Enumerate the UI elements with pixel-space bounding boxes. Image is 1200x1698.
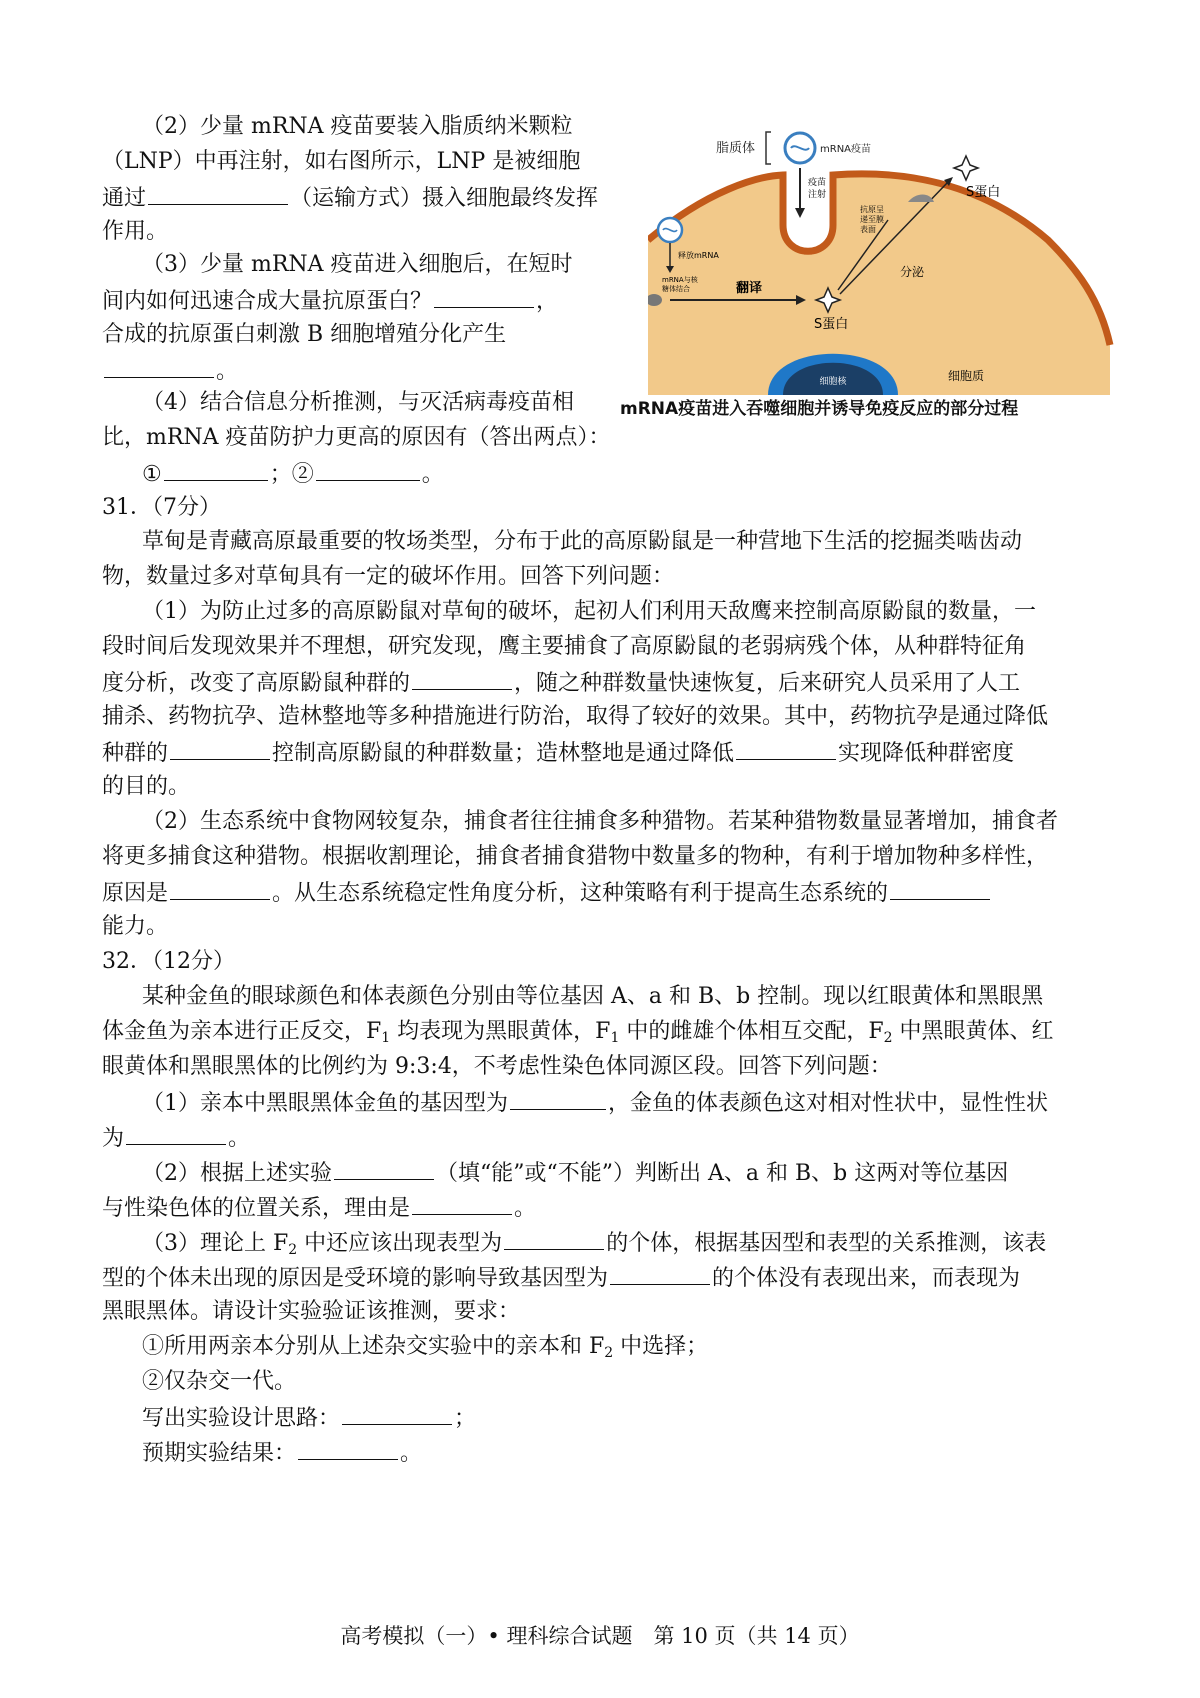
- release-label: 释放mRNA: [678, 251, 719, 260]
- q31-p2-4: 能力。: [102, 914, 169, 939]
- answer-blank[interactable]: [170, 737, 270, 760]
- text: ，金鱼的体表颜色这对相对性状中，显性性状: [608, 1091, 1049, 1116]
- text: 。: [421, 462, 444, 487]
- ribosome-label-1: mRNA与核: [662, 276, 698, 284]
- q32-head: 32．（12分）: [102, 949, 235, 974]
- text: 度分析，改变了高原鼢鼠种群的: [102, 671, 411, 696]
- injection-label-2: 注射: [808, 190, 827, 200]
- q32-expect: [142, 1437, 422, 1469]
- text: 型的个体未出现的原因是受环境的影响导致基因型为: [102, 1266, 609, 1291]
- text: ，: [536, 289, 559, 314]
- answer-blank[interactable]: [736, 737, 836, 760]
- answer-blank[interactable]: [412, 667, 512, 690]
- liposome-label: 脂质体: [716, 141, 756, 156]
- text: 的个体没有表现出来，而表现为: [712, 1266, 1021, 1291]
- q31-p2-3: [102, 877, 992, 909]
- text: ①: [142, 462, 162, 487]
- subscript: 1: [381, 1030, 391, 1046]
- antigen-label-2: 递至膜: [860, 215, 884, 224]
- injection-label-1: 疫苗: [808, 178, 827, 188]
- q31-p1-1: （1）为防止过多的高原鼢鼠对草甸的破坏，起初人们利用天敌鹰来控制高原鼢鼠的数量，一: [142, 599, 1037, 624]
- q32-p3-2: [102, 1262, 1020, 1294]
- translation-label: 翻译: [736, 281, 763, 296]
- text: 均表现为黑眼黄体，F: [390, 1019, 611, 1044]
- q30-p3-line3: 合成的抗原蛋白刺激 B 细胞增殖分化产生: [102, 322, 507, 347]
- q30-p2-line1: （2）少量 mRNA 疫苗要装入脂质纳米颗粒: [142, 114, 573, 139]
- text: （2）根据上述实验: [142, 1161, 332, 1186]
- mrna-vaccine-figure: [648, 130, 1120, 430]
- text: 中还应该出现表型为: [297, 1231, 503, 1256]
- q30-p4-line1: （4）结合信息分析推测，与灭活病毒疫苗相: [142, 390, 574, 415]
- text: 中选择；: [613, 1334, 709, 1359]
- q32-design: [142, 1402, 476, 1434]
- answer-blank[interactable]: [126, 1122, 226, 1145]
- q31-p1-2: 段时间后发现效果并不理想，研究发现，鹰主要捕食了高原鼢鼠的老弱病残个体，从种群特征角: [102, 634, 1027, 659]
- answer-blank[interactable]: [298, 1437, 398, 1460]
- q31-p2-2: 将更多捕食这种猎物。根据收割理论，捕食者捕食猎物中数量多的物种，有利于增加物种多样性，: [102, 844, 1049, 869]
- answer-blank[interactable]: [316, 458, 420, 481]
- q32-p1-2: [102, 1122, 250, 1154]
- text: 。: [216, 359, 239, 384]
- s-protein-in-label: S蛋白: [814, 317, 849, 332]
- q30-p4-line2: 比，mRNA 疫苗防护力更高的原因有（答出两点）：: [102, 425, 611, 450]
- answer-blank[interactable]: [342, 1402, 452, 1425]
- text: 。: [400, 1441, 423, 1466]
- text: ①所用两亲本分别从上述杂交实验中的亲本和 F: [142, 1334, 605, 1359]
- mrna-vaccine-label: mRNA疫苗: [820, 144, 872, 155]
- text: （运输方式）摄入细胞最终发挥: [290, 186, 599, 211]
- answer-blank[interactable]: [170, 877, 270, 900]
- q31-p1-4: 捕杀、药物抗孕、造林整地等多种措施进行防治，取得了较好的效果。其中，药物抗孕是通过降低: [102, 704, 1049, 729]
- q30-p2-line4: 作用。: [102, 219, 169, 244]
- q30-p2-line2: （LNP）中再注射，如右图所示，LNP 是被细胞: [102, 149, 581, 174]
- q30-p3-line1: （3）少量 mRNA 疫苗进入细胞后，在短时: [142, 252, 573, 277]
- text: 写出实验设计思路：: [142, 1406, 341, 1431]
- text: （1）亲本中黑眼黑体金鱼的基因型为: [142, 1091, 508, 1116]
- answer-blank[interactable]: [510, 1087, 606, 1110]
- q32-intro-3: 眼黄体和黑眼黑体的比例约为 9:3:4，不考虑性染色体同源区段。回答下列问题：: [102, 1054, 892, 1079]
- q32-intro-1: 某种金鱼的眼球颜色和体表颜色分别由等位基因 A、a 和 B、b 控制。现以红眼黄体和黑眼黑: [142, 984, 1044, 1009]
- q32-p3-1: [142, 1227, 1046, 1265]
- text: 体金鱼为亲本进行正反交，F: [102, 1019, 382, 1044]
- answer-blank[interactable]: [164, 458, 268, 481]
- q31-intro-1: 草甸是青藏高原最重要的牧场类型，分布于此的高原鼢鼠是一种营地下生活的挖掘类啮齿动: [142, 529, 1023, 554]
- answer-blank[interactable]: [504, 1227, 604, 1250]
- answer-blank[interactable]: [412, 1192, 512, 1215]
- text: ；②: [269, 462, 314, 487]
- figure-svg: [648, 130, 1120, 430]
- text: ；: [454, 1406, 477, 1431]
- q32-req1: [142, 1332, 708, 1368]
- cytoplasm-label: 细胞质: [948, 369, 985, 383]
- text: 通过: [102, 186, 147, 211]
- ribosome-label-2: 糖体结合: [662, 285, 690, 293]
- text: 为: [102, 1126, 125, 1151]
- q32-p3-3: 黑眼黑体。请设计实验验证该推测，要求：: [102, 1299, 521, 1324]
- page-footer: 高考模拟（一）• 理科综合试题 第 10 页（共 14 页）: [340, 1624, 860, 1648]
- figure-caption: mRNA疫苗进入吞噬细胞并诱导免疫反应的部分过程: [620, 399, 1019, 419]
- text: （填“能”或“不能”）判断出 A、a 和 B、b 这两对等位基因: [436, 1161, 1009, 1186]
- answer-blank[interactable]: [434, 285, 534, 308]
- text: （3）理论上 F: [142, 1231, 289, 1256]
- text: 中的雌雄个体相互交配，F: [619, 1019, 884, 1044]
- q30-p2-line3: [102, 182, 598, 214]
- text: 的个体，根据基因型和表型的关系推测，该表: [606, 1231, 1047, 1256]
- q32-req2: ②仅杂交一代。: [142, 1369, 297, 1394]
- q31-p1-6: 的目的。: [102, 774, 191, 799]
- q30-p3-line4: [102, 355, 238, 387]
- answer-blank[interactable]: [148, 182, 288, 205]
- q32-p1-1: [142, 1087, 1048, 1119]
- subscript: 1: [610, 1030, 620, 1046]
- text: 控制高原鼢鼠的种群数量；造林整地是通过降低: [272, 741, 735, 766]
- text: ，随之种群数量快速恢复，后来研究人员采用了人工: [514, 671, 1021, 696]
- text: 原因是: [102, 881, 169, 906]
- text: 种群的: [102, 741, 169, 766]
- q30-p4-line3: [142, 458, 444, 490]
- nucleus-label: 细胞核: [819, 377, 847, 387]
- q32-intro-2: [102, 1017, 1054, 1053]
- text: 与性染色体的位置关系，理由是: [102, 1196, 411, 1221]
- q30-p3-line2: [102, 285, 558, 317]
- text: 。: [514, 1196, 537, 1221]
- q32-p2-1: [142, 1157, 1008, 1189]
- text: 实现降低种群密度: [838, 741, 1015, 766]
- answer-blank[interactable]: [890, 877, 990, 900]
- q31-p1-3: [102, 667, 1020, 699]
- secrete-label: 分泌: [900, 265, 925, 279]
- q32-p2-2: [102, 1192, 536, 1224]
- text: 间内如何迅速合成大量抗原蛋白？: [102, 289, 433, 314]
- antigen-label-1: 抗原呈: [860, 205, 884, 214]
- answer-blank[interactable]: [334, 1157, 434, 1180]
- q31-intro-2: 物，数量过多对草甸具有一定的破坏作用。回答下列问题：: [102, 564, 675, 589]
- text: 预期实验结果：: [142, 1441, 297, 1466]
- antigen-label-3: 表面: [860, 225, 876, 234]
- subscript: 2: [883, 1030, 893, 1046]
- text: 。从生态系统稳定性角度分析，这种策略有利于提高生态系统的: [272, 881, 889, 906]
- answer-blank[interactable]: [104, 355, 214, 378]
- subscript: 2: [288, 1242, 298, 1258]
- s-protein-out-label: S蛋白: [966, 185, 1001, 200]
- answer-blank[interactable]: [610, 1262, 710, 1285]
- text: 中黑眼黄体、红: [892, 1019, 1054, 1044]
- subscript: 2: [604, 1345, 614, 1361]
- text: 。: [228, 1126, 251, 1151]
- q31-p1-5: [102, 737, 1014, 769]
- q31-head: 31．（7分）: [102, 495, 221, 520]
- q31-p2-1: （2）生态系统中食物网较复杂，捕食者往往捕食多种猎物。若某种猎物数量显著增加，捕食者: [142, 809, 1059, 834]
